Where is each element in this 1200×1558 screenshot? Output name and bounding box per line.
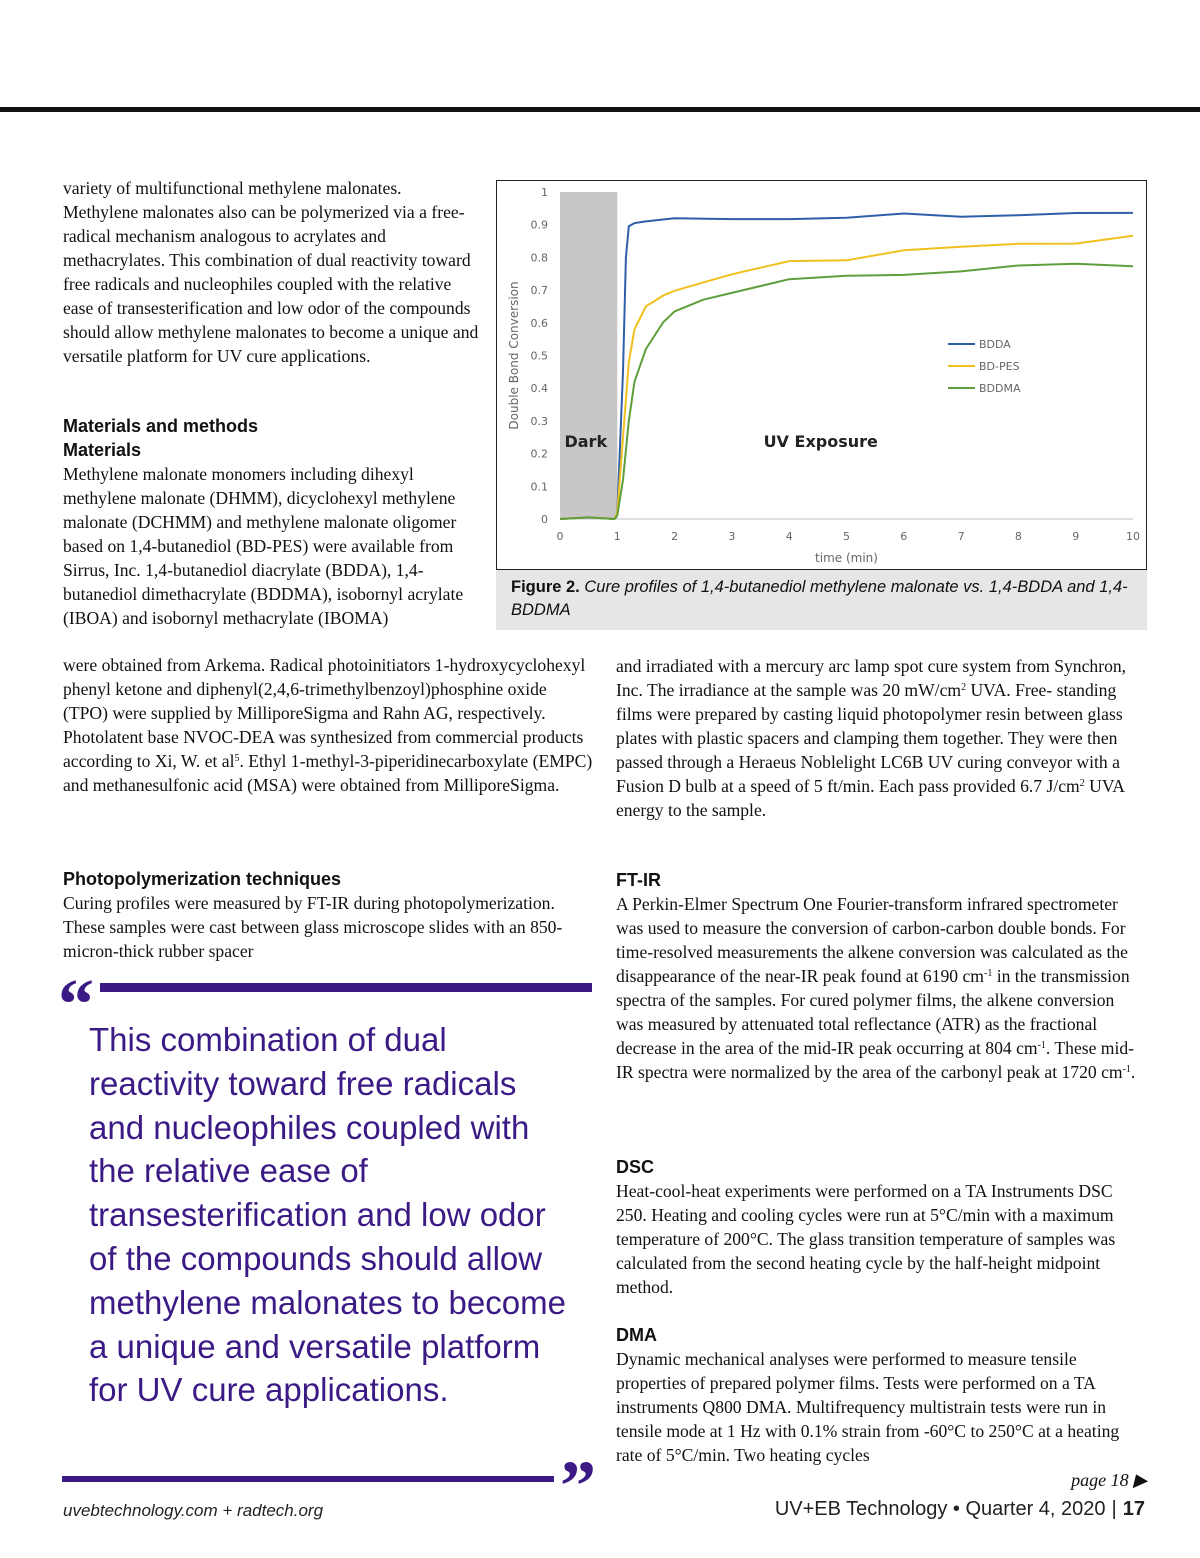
y-tick-label: 0.2 bbox=[530, 447, 548, 461]
y-tick-label: 0.6 bbox=[530, 316, 548, 330]
superscript: -1 bbox=[1037, 1040, 1046, 1051]
materials-paragraph-a: Methylene malonate monomers including dihexyl methylene malonate (DHMM), dicyclohexyl methylene malonate (DCHMM) and methylene malonate oligomer based on 1,4-butanediol (BD-PES) were available from Sirrus, Inc. 1,4-butanediol diacrylate (BDDA), 1,4-butanediol dimethacrylate (BDDMA), isobornyl acrylate (IBOA) and isobornyl methacrylate (IBOMA) bbox=[63, 464, 464, 628]
x-tick-label: 1 bbox=[613, 530, 621, 543]
dark-label: Dark bbox=[564, 432, 608, 452]
dsc-section bbox=[616, 1155, 1146, 1299]
chart-frame bbox=[496, 180, 1147, 570]
intro-paragraph bbox=[63, 176, 481, 368]
materials-paragraph-b bbox=[63, 653, 595, 797]
ftir-text-d: . bbox=[1130, 1062, 1136, 1082]
x-tick-label: 0 bbox=[556, 530, 564, 543]
legend-label: BDDA bbox=[979, 338, 1011, 351]
figure-2 bbox=[496, 180, 1147, 630]
materials-section bbox=[63, 414, 481, 630]
materials-text-c: . Ethyl 1-methyl-3-piperidinecarboxylate (EMPC) and methanesulfonic acid (MSA) were obtained from MilliporeSigma. bbox=[63, 751, 593, 795]
footer-separator: | bbox=[1111, 1498, 1117, 1520]
caption-label: Figure 2. bbox=[511, 578, 580, 596]
heading-materials: Materials bbox=[63, 440, 142, 460]
materials-text-b: were obtained from Arkema. Radical photoinitiators 1-hydroxycyclohexyl phenyl ketone and diphenyl(2,4,6-trimethylbenzoyl)phosphine oxide (TPO) were supplied by MilliporeSigma and Rahn AG, respectively. Photolatent base NVOC-DEA was synthesized from commercial products according to Xi, W. et al bbox=[63, 655, 586, 771]
dsc-paragraph: Heat-cool-heat experiments were performed on a TA Instruments DSC 250. Heating and cooling cycles were run at 5°C/min with a maximum temperature of 200°C. The glass transition temperature of samples was calculated from the second heating cycle by the half-height midpoint method. bbox=[616, 1181, 1116, 1297]
photopolymerization-section bbox=[63, 867, 563, 963]
pull-quote: This combination of dual reactivity toward free radicals and nucleophiles coupled with the relative ease of transesterification and low odor of the compounds should allow methylene malonates to become a unique and versatile platform for UV cure applications. bbox=[89, 1021, 566, 1409]
x-tick-label: 8 bbox=[1014, 530, 1022, 543]
superscript: -1 bbox=[983, 968, 993, 979]
pullquote-top-rule bbox=[100, 983, 592, 992]
series-line-bdda bbox=[560, 213, 1133, 519]
heading-dsc: DSC bbox=[616, 1157, 655, 1177]
series-line-bddma bbox=[560, 264, 1133, 519]
y-tick-label: 1 bbox=[541, 186, 548, 199]
page-number: 17 bbox=[1122, 1498, 1145, 1520]
x-tick-label: 6 bbox=[900, 530, 908, 543]
continued-page-link[interactable]: page 18 ▶ bbox=[1071, 1470, 1147, 1490]
caption-text: Cure profiles of 1,4-butanediol methylene malonate vs. 1,4-BDDA and 1,4-BDDMA bbox=[511, 578, 1128, 619]
heading-dma: DMA bbox=[616, 1325, 657, 1345]
superscript: 2 bbox=[961, 682, 967, 693]
legend-label: BDDMA bbox=[979, 382, 1021, 395]
ftir-text-c: . These mid-IR spectra were normalized by the area of the carbonyl peak at 1720 cm bbox=[616, 1038, 1135, 1082]
ftir-text-a: A Perkin-Elmer Spectrum One Fourier-transform infrared spectrometer was used to measure the conversion of carbon-carbon double bonds. For time-resolved measurements the alkene conversion was calculated as the disappearance of the near-IR peak found at 6190 cm bbox=[616, 894, 1128, 986]
footer-journal bbox=[775, 1498, 1145, 1521]
y-tick-label: 0.5 bbox=[530, 349, 548, 363]
footer-journal-title: UV+EB Technology • Quarter 4, 2020 bbox=[774, 1498, 1106, 1520]
y-tick-label: 0.1 bbox=[530, 480, 548, 494]
reference-superscript: 5 bbox=[234, 753, 240, 764]
y-tick-label: 0.7 bbox=[530, 284, 548, 298]
continued-text-a: and irradiated with a mercury arc lamp spot cure system from Synchron, Inc. The irradiance at the sample was 20 mW/cm bbox=[616, 656, 1127, 700]
legend-label: BD-PES bbox=[979, 360, 1020, 373]
header-rule bbox=[0, 107, 1200, 112]
ftir-section bbox=[616, 868, 1146, 1084]
x-tick-label: 3 bbox=[728, 530, 736, 543]
y-tick-label: 0 bbox=[541, 513, 548, 526]
continued-text-c: UVA energy to the sample. bbox=[616, 776, 1124, 820]
x-tick-label: 9 bbox=[1072, 530, 1080, 543]
x-tick-label: 5 bbox=[843, 530, 850, 543]
y-tick-label: 0.4 bbox=[530, 382, 548, 396]
dark-region bbox=[560, 192, 617, 519]
heading-materials-methods: Materials and methods bbox=[63, 416, 259, 436]
heading-ftir: FT-IR bbox=[616, 870, 661, 890]
cure-profile-chart bbox=[497, 181, 1146, 569]
dma-section bbox=[616, 1323, 1146, 1467]
dma-paragraph: Dynamic mechanical analyses were performed to measure tensile properties of prepared polymer films. Tests were performed on a TA instruments Q800 DMA. Multifrequency multistrain tests were run in tensile mode at 1 Hz with 0.1% strain from -60°C to 250°C at a heating rate of 5°C/min. Two heating cycles bbox=[616, 1349, 1120, 1465]
x-axis-label: time (min) bbox=[815, 551, 878, 565]
ftir-text-b: in the transmission spectra of the samples. For cured polymer films, the alkene conversion was measured by attenuated total reflectance (ATR) as the fractional decrease in the area of the mid-IR peak occurring at 804 cm bbox=[616, 966, 1130, 1058]
y-tick-label: 0.8 bbox=[530, 251, 548, 265]
y-tick-label: 0.3 bbox=[530, 414, 548, 428]
y-axis-label: Double Bond Conversion bbox=[507, 281, 521, 430]
pullquote-bottom-rule bbox=[62, 1476, 554, 1482]
intro-text: variety of multifunctional methylene malonates. Methylene malonates also can be polymerized via a free-radical mechanism analogous to acrylates and methacrylates. This combination of dual reactivity toward free radicals and nucleophiles coupled with the relative ease of transesterification and low odor of the compounds should allow methylene malonates to become a unique and versatile platform for UV cure applications. bbox=[63, 178, 479, 366]
open-quote-icon: “ bbox=[58, 964, 94, 1044]
close-quote-icon: ” bbox=[560, 1446, 596, 1526]
x-tick-label: 7 bbox=[957, 530, 965, 543]
footer-websites: uvebtechnology.com + radtech.org bbox=[63, 1501, 324, 1520]
x-tick-label: 10 bbox=[1126, 530, 1140, 543]
heading-photopolymerization: Photopolymerization techniques bbox=[63, 869, 342, 889]
series-line-bd-pes bbox=[560, 236, 1133, 519]
uv-exposure-label: UV Exposure bbox=[763, 432, 878, 452]
superscript: -1 bbox=[1122, 1064, 1131, 1075]
x-tick-label: 4 bbox=[785, 530, 793, 543]
superscript: 2 bbox=[1079, 778, 1085, 789]
figure-caption bbox=[496, 570, 1147, 630]
y-tick-label: 0.9 bbox=[530, 218, 548, 232]
x-tick-label: 2 bbox=[671, 530, 679, 543]
photopolymerization-paragraph: Curing profiles were measured by FT-IR during photopolymerization. These samples were cast between glass microscope slides with an 850-micron-thick rubber spacer bbox=[63, 893, 563, 961]
continued-text-b: UVA. Free- standing films were prepared by casting liquid photopolymer resin between glass plates with plastic spacers and clamping them together. They were then passed through a Heraeus Noblelight LC6B UV curing conveyor with a Fusion D bulb at a speed of 5 ft/min. Each pass provided 6.7 J/cm bbox=[616, 680, 1123, 796]
continued-paragraph bbox=[616, 654, 1146, 822]
